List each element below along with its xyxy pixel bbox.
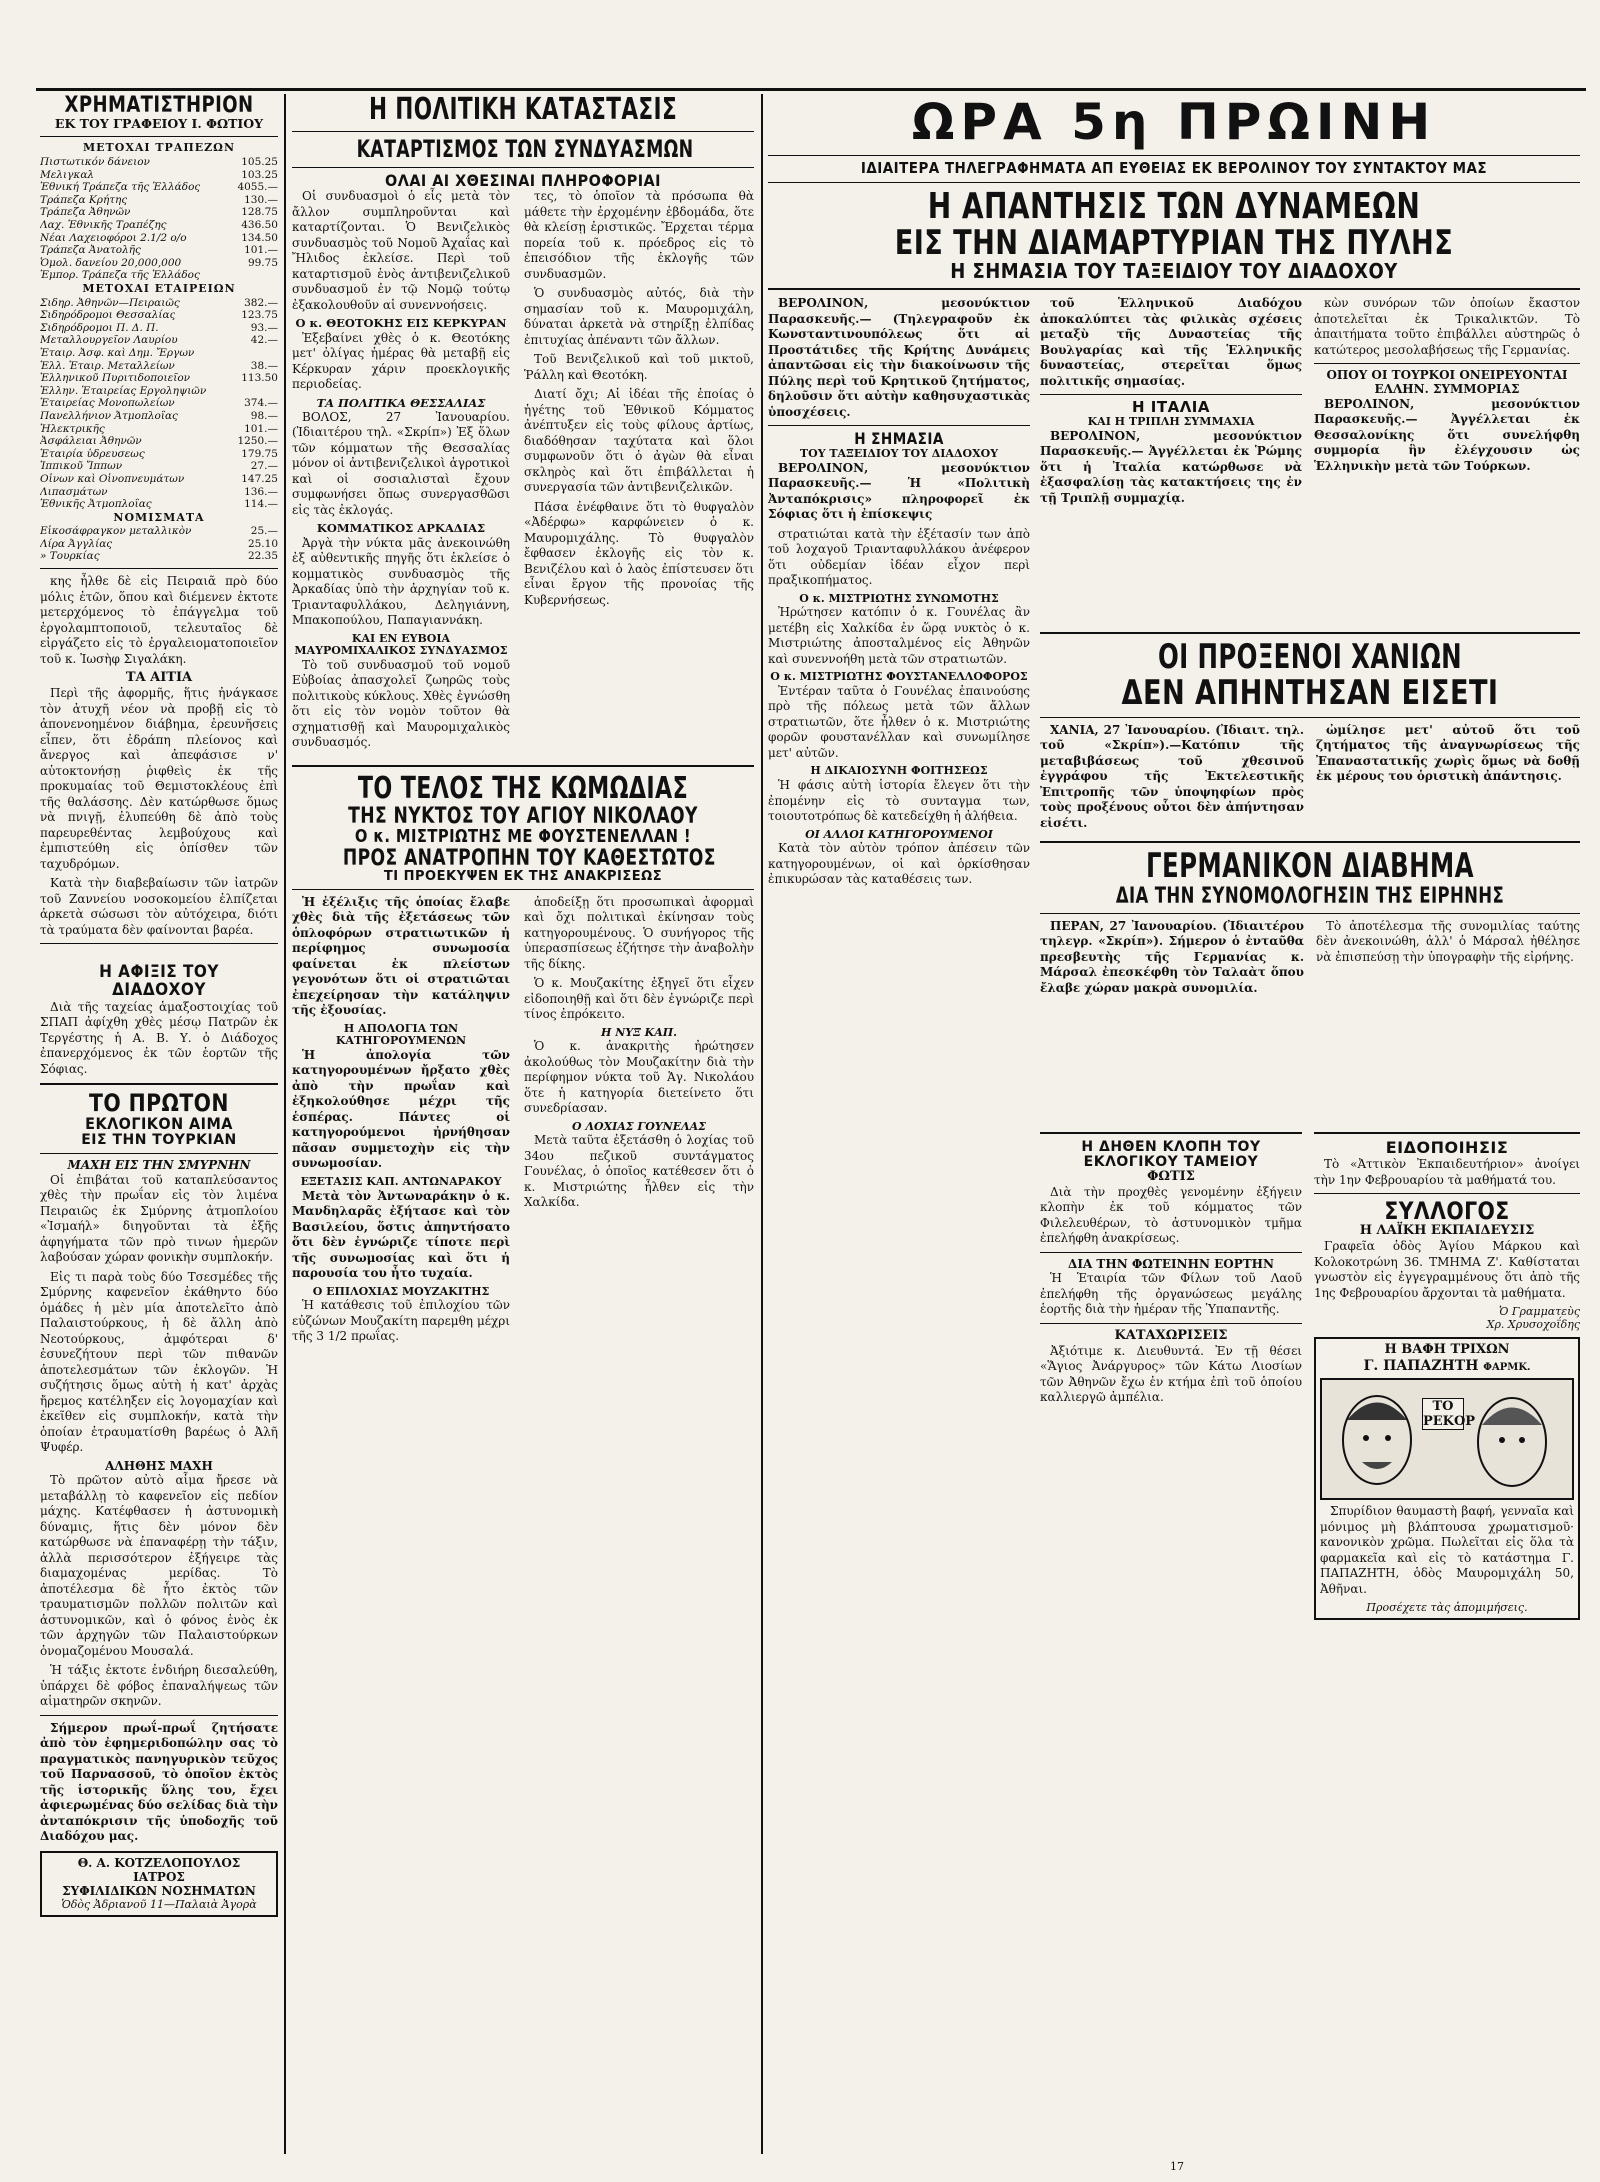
article-text: τοῦ Ἑλληνικοῦ Διαδόχου ἀποκαλύπτει τὰς φιλικὰς σχέσεις μεταξὺ τῆς Δυναστείας τῆς Βουλγαρίας καὶ τῆς Ἑλληνικῆς δυναστείας, στερεῖται ὅμως πολιτικῆς σημασίας. xyxy=(1040,296,1302,388)
article-text: κὼν συνόρων τῶν ὁποίων ἔκαστον ἀποτελεῖται ἐκ Τρικαλικτῶν. Τὸ ἀπαιτήματα τοῦτο ἐπιβάλλει αὐστηρῶς ὁ κατώτερος μεσολαβήσεως τῆς Γερμανίας. xyxy=(1314,296,1580,357)
rates-section-currency: ΝΟΜΙΣΜΑΤΑ xyxy=(113,510,205,524)
rate-name: Σιδηρόδρομοι Θεσσαλίας xyxy=(40,309,176,322)
rate-name: Σιδηρ. Ἀθηνῶν—Πειραιῶς xyxy=(40,296,180,309)
headline-simasia: Η ΣΗΜΑΣΙΑ ΤΟΥ ΤΑΞΕΙΔΙΟΥ ΤΟΥ ΔΙΑΔΟΧΟΥ xyxy=(950,259,1398,284)
rate-row xyxy=(40,156,278,169)
subheading: Ο κ. ΜΙΣΤΡΙΩΤΗΣ ΣΥΝΩΜΟΤΗΣ xyxy=(799,591,999,605)
article-text: ΠΕΡΑΝ, 27 Ἰανουαρίου. (Ἰδιαιτέρου τηλεγρ. «Σκρίπ»). Σήμερον ὁ ἐνταῦθα πρεσβευτὴς τῆς Γερμανίας κ. Μάρσαλ ἐπεσκέφθη τὸν Ταλαὰτ ὅπου ἔλαβε χώραν μακρὰ συνομιλία. xyxy=(1040,918,1304,995)
column-rule xyxy=(284,94,286,2154)
rates-section-banks: ΜΕΤΟΧΑΙ ΤΡΑΠΕΖΩΝ xyxy=(82,141,235,155)
article-text: Ἠρώτησεν κατόπιν ὁ κ. Γουνέλας ἂν μετέβη εἰς Χαλκίδα ἐν ὥρᾳ νυκτὸς ὁ κ. Μιστριώτης ἀποσταλμένος εἰς Ἀθηνῶν καὶ συνεννοήθη μετὰ τῶν στρατιωτῶν. xyxy=(768,605,1030,666)
rate-value: 136.— xyxy=(244,485,278,498)
rate-name: Ὁμολ. δανείου 20,000,000 xyxy=(40,256,182,269)
rate-row xyxy=(40,347,278,360)
article-text: ἀποδείξῃ ὅτι προσωπικαὶ ἀφορμαὶ καὶ ὄχι πολιτικαὶ ἐκίνησαν τοὺς κατηγορουμένους. Ὁ συνήγορος τῆς ὑπερασπίσεως ἐζήτησε τὴν ἀναβολὴν τῆς δίκης. xyxy=(524,894,754,971)
headline-eirini: ΔΙΑ ΤΗΝ ΣΥΝΟΜΟΛΟΓΗΣΙΝ ΤΗΣ ΕΙΡΗΝΗΣ xyxy=(1115,883,1505,909)
top-rule xyxy=(36,88,1586,91)
rate-name: Πιστωτικόν δάνειον xyxy=(40,156,150,169)
rate-row xyxy=(40,206,278,219)
subheading: Ο κ. ΜΙΣΤΡΙΩΤΗΣ ΦΟΥΣΤΑΝΕΛΛΟΦΟΡΟΣ xyxy=(770,670,1028,684)
subheading: Ο ΕΠΙΛΟΧΙΑΣ ΜΟΥΖΑΚΙΤΗΣ xyxy=(312,1284,490,1298)
headline-den-apintisan: ΔΕΝ ΑΠΗΝΤΗΣΑΝ ΕΙΣΕΤΙ xyxy=(1121,672,1499,713)
rate-row xyxy=(40,550,278,563)
article-text: Ἡ ἀπολογία τῶν κατηγορουμένων ἤρξατο χθὲς ἀπὸ τὴν πρωΐαν καὶ ἐξηκολούθησε μέχρι τῆς ἑσπέρας. Πάντες οἱ κατηγορούμενοι ἠρνήθησαν πᾶσαν συμμετοχὴν εἰς τὴν συνωμοσίαν. xyxy=(292,1047,510,1171)
rate-name: Τράπεζα Κρήτης xyxy=(40,193,128,206)
article-text: Ἐντέραν ταῦτα ὁ Γουνέλας ἐπαινούσης πρὸ τῆς πόλεως μετὰ τῶν ἄλλων στρατιωτῶν, ὅτε ἦλθεν ὁ κ. Μιστριώτης φορῶν φουστανέλλαν καὶ συνωμίλησε μετ' αὐτῶν. xyxy=(768,683,1030,760)
rate-value: 103.25 xyxy=(241,168,278,181)
rate-name: Ἑλληνικοῦ Πυριτιδοποιεῖον xyxy=(40,372,191,385)
subheading-maxi: ΜΑΧΗ ΕΙΣ ΤΗΝ ΣΜΥΡΝΗΝ xyxy=(67,1157,251,1172)
article-text: ΒΕΡΟΛΙΝΟΝ, μεσονύκτιον Παρασκευῆς.— Ἡ «Πολιτικὴ Ἀνταπόκρισις» πληροφορεῖ ἐκ Σόφιας ὅτι ἡ ἐπίσκεψις xyxy=(768,460,1030,522)
headline-proton: ΤΟ ΠΡΩΤΟΝ xyxy=(89,1089,229,1118)
ad-text: Σπυρίδιον θαυμαστὴ βαφή, γενναῖα καὶ μόνιμος μὴ βλάπτουσα χρωματισμοῦ· κανονικὸν χρῶμα. Πωλεῖται εἰς ὅλα τὰ φαρμακεῖα καὶ εἰς τὸ κατάστημα Γ. ΠΑΠΑΖΗΤΗ, ὁδὸς Μαυρομιχάλη 50, Ἀθῆναι. xyxy=(1320,1504,1574,1596)
rate-row xyxy=(40,473,278,486)
right-body xyxy=(768,296,1580,2154)
article-text: Τοῦ Βενιζελικοῦ καὶ τοῦ μικτοῦ, Ῥάλλη καὶ Θεοτόκη. xyxy=(524,352,754,382)
rate-name: Τράπεζα Ἀθηνῶν xyxy=(40,206,131,219)
rate-name: Λαχ. Ἐθνικῆς Τραπέζης xyxy=(40,219,167,232)
headline-ora: ΩΡΑ 5η ΠΡΩΙΝΗ xyxy=(911,94,1437,151)
rate-value: 130.— xyxy=(244,193,278,206)
rates-table xyxy=(40,142,278,563)
subheading-fotis: ΦΩΤΙΣ xyxy=(1147,1168,1195,1184)
article-text: ὠμίλησε μετ' αὐτοῦ ὅτι τοῦ ζητήματος τῆς ἀναγνωρίσεως τῆς Ἐπαναστατικῆς χωρὶς ὅμως νὰ δοθῇ ἐκ μέρους του ὁριστικὴ ἀπάντησις. xyxy=(1316,722,1580,784)
right-subcolumn-b xyxy=(1040,296,1302,510)
ad-rekor-label: ΤΟ ΡΕΚΟΡ xyxy=(1423,1399,1476,1430)
article-text: Τὸ πρῶτον αὐτὸ αἷμα ἤρεσε νὰ μεταβάλλῃ τὸ καφενεῖον εἰς πεδίον μάχης. Κατέφθασεν ἡ ἀστυνομικὴ δύναμις, ἥτις δὲν μόνον δὲν κατώρθωσε νὰ ἐπαναφέρῃ τὴν τάξιν, ἀλλὰ περισσότερον ἐξήγειρε τὰς διαμαχομένας μερίδας. Τὸ ἀποτέλεσμα δὲ ἦτο ἐκτὸς τῶν τραυματισμῶν πολλῶν πολιτῶν καὶ ἀστυνομικῶν, καὶ ὁ φόνος ἑνὸς ἐκ τῶν ἀρχηγῶν τῶν Παλαιστούρκων ὀνομαζομένου Μουσαλά. xyxy=(40,1473,278,1658)
subheading: ΚΑΙ ΕΝ ΕΥΒΟΙΑ ΜΑΥΡΟΜΙΧΑΛΙΚΟΣ ΣΥΝΔΥΑΣΜΟΣ xyxy=(294,631,508,658)
rate-row xyxy=(40,385,278,398)
rate-row xyxy=(40,423,278,436)
article-text: Πάσα ἐνέφθαινε ὅτι τὸ θυφγαλὸν «Ἀδέρφω» καρφώνειεν ὁ κ. Μαυρομιχάλης. Τὸ θυφγαλὸν ἔφθασεν ἐκλογῆς εἰς τὸν κ. Βενιζέλου καὶ ὁ λαὸς ἐπίστευσεν ὅτι εἶναι ἔργον τῆς προνοίας τῆς Κυβερνήσεως. xyxy=(524,499,754,607)
article-text: ΒΕΡΟΛΙΝΟΝ, μεσονύκτιον Παρασκευῆς.— Ἀγγέλλεται ἐκ Ῥώμης ὅτι ἡ Ἰταλία κατώρθωσε νὰ ἐξασφαλίσῃ τὰς κατακτήσεις της ἐν τῇ Τριπλῇ συμμαχίᾳ. xyxy=(1040,428,1302,505)
ad-brand-name: Γ. ΠΑΠΑΖΗΤΗ xyxy=(1363,1358,1479,1375)
article-text: Κατὰ τὴν διαβεβαίωσιν τῶν ἰατρῶν τοῦ Ζαννείου νοσοκομείου ἐλπίζεται ἀρκετὰ σώσωσι τὸν αὐτόχειρα, διότι τὰ τραύματα δὲν φαίνονται βαρέα. xyxy=(40,876,278,937)
rate-value: 123.75 xyxy=(241,309,278,322)
rate-value: 25.10 xyxy=(247,537,278,550)
rate-value: 25.— xyxy=(250,525,278,538)
ad-specialty: ΣΥΦΙΛΙΔΙΚΩΝ ΝΟΣΗΜΑΤΩΝ xyxy=(62,1883,256,1898)
right-subcolumn-c-lower xyxy=(1314,1126,1580,1620)
subheading: Η ΑΠΟΛΟΓΙΑ ΤΩΝ ΚΑΤΗΓΟΡΟΥΜΕΝΩΝ xyxy=(335,1021,467,1048)
headline-italia: Η ΙΤΑΛΙΑ xyxy=(1132,398,1210,417)
headline-tourkoi: ΟΠΟΥ ΟΙ ΤΟΥΡΚΟΙ ΟΝΕΙΡΕΥΟΝΤΑΙ ΕΛΛΗΝ. ΣΥΜΜΟΡΙΑΣ xyxy=(1326,368,1568,397)
subheading: Η ΝΥΞ ΚΑΠ. xyxy=(600,1025,678,1039)
rate-value: 42.— xyxy=(250,334,278,347)
article-text: Ἀργὰ τὴν νύκτα μᾶς ἀνεκοινώθη ἐξ αὐθεντικῆς πηγῆς ὅτι ἐκλείσε ὁ κομματικὸς συνδυασμὸς τῆς Ἀρκαδίας ὑπὸ τὴν ἀρχηγίαν τοῦ κ. Τριανταφυλλάκου, Δεληγιάννη, Μπακοπούλου, Παπαγιαννάκη. xyxy=(292,535,510,628)
article-text: ΧΑΝΙΑ, 27 Ἰανουαρίου. (Ἰδιαιτ. τηλ. τοῦ «Σκρίπ»).—Κατόπιν τῆς μεταβιβάσεως τοῦ χθεσινοῦ ἐγγράφου τῆς Ἐκτελεστικῆς Ἐπιτροπῆς τῶν ὑποψηφίων πρὸς τοὺς προξένους οὗτοι δὲν ἀπήντησαν εἰσέτι. xyxy=(1040,722,1304,830)
rate-name: Λιπασμάτων xyxy=(40,485,108,498)
rate-row xyxy=(40,360,278,373)
subheadline-plirofories: ΟΛΑΙ ΑΙ ΧΘΕΣΙΝΑΙ ΠΛΗΡΟΦΟΡΙΑΙ xyxy=(385,170,661,190)
subheading: ΤΟΥ ΤΑΞΕΙΔΙΟΥ ΤΟΥ ΔΙΑΔΟΧΟΥ xyxy=(799,447,999,461)
subheading: ΕΞΕΤΑΣΙΣ ΚΑΠ. ΑΝΤΩΝΑΡΑΚΟΥ xyxy=(300,1174,502,1188)
headline-proxenoi: ΟΙ ΠΡΟΞΕΝΟΙ ΧΑΝΙΩΝ xyxy=(1158,637,1462,678)
rate-value: 98.— xyxy=(250,409,278,422)
rates-title: ΧΡΗΜΑΤΙΣΤΗΡΙΟΝ xyxy=(64,94,254,118)
ad-title: ΙΑΤΡΟΣ xyxy=(133,1869,185,1884)
article-text: Ἀξιότιμε κ. Διευθυντά. Ἐν τῇ θέσει «Ἅγιος Ἀνάργυρος» τῶν Κάτω Λιοσίων τῶν Ἀθηνῶν ἔχω ἐν κτήμα ἐπὶ τοῦ ὁποίου καλλιεργῶ ἀμπέλια. xyxy=(1040,1343,1302,1405)
rate-name: » Τουρκίας xyxy=(40,550,100,563)
rate-value: 27.— xyxy=(250,460,278,473)
rate-value: 128.75 xyxy=(241,206,278,219)
page-number: 17 xyxy=(1170,2160,1184,2173)
headline-katartismos: ΚΑΤΑΡΤΙΣΜΟΣ ΤΩΝ ΣΥΝΔΥΑΣΜΩΝ xyxy=(356,134,694,163)
rate-name: Ἠλεκτρικῆς xyxy=(40,422,105,435)
rate-value: 147.25 xyxy=(241,472,278,485)
article-text: Ἡ τάξις ἐκτοτε ἐνδιήρη διεσαλεύθη, ὑπάρχει δὲ φόβος ἐπαναλήψεως τῶν αἱματηρῶν σκηνῶν. xyxy=(40,1663,278,1709)
headline-telos: ΤΟ ΤΕΛΟΣ ΤΗΣ ΚΩΜΩΔΙΑΣ xyxy=(357,771,689,807)
subheading: Η ΔΙΚΑΙΟΣΥΝΗ ΦΟΙΤΗΣΕΩΣ xyxy=(810,764,988,778)
subheading: Ο ΛΟΧΙΑΣ ΓΟΥΝΕΛΑΣ xyxy=(572,1119,706,1133)
rate-row xyxy=(40,181,278,194)
subheadline-anakrisi: ΤΙ ΠΡΟΕΚΥΨΕΝ ΕΚ ΤΗΣ ΑΝΑΚΡΙΣΕΩΣ xyxy=(383,869,663,885)
middle-subcolumn-a xyxy=(292,895,510,1349)
headline-tilegrafimata: ΙΔΙΑΙΤΕΡΑ ΤΗΛΕΓΡΑΦΗΜΑΤΑ ΑΠ ΕΥΘΕΙΑΣ ΕΚ ΒΕΡΟΛΙΝΟΥ ΤΟΥ ΣΥΝΤΑΚΤΟΥ ΜΑΣ xyxy=(860,159,1488,177)
headline-kopi: Η ΔΗΘΕΝ ΚΛΟΠΗ ΤΟΥ ΕΚΛΟΓΙΚΟΥ ΤΑΜΕΙΟΥ xyxy=(1081,1139,1261,1170)
doctor-advert xyxy=(40,1851,278,1917)
article-text: κης ἦλθε δὲ εἰς Πειραιᾶ πρὸ δύο μόλις ἐτῶν, ὅπου καὶ διέμενεν ἐκτοτε μετερχόμενος τὸ ἐπάγγελμα τοῦ ἐργολαμπτοποιοῦ, τελευταῖος δὲ εἰργάζετο εἰς τὸ ἐργαλειοματοποιεῖον τοῦ κ. Ἰωσὴφ Σιγαλάκη. xyxy=(40,574,278,666)
ad-address: Ὁδὸς Ἀδριανοῦ 11—Παλαιὰ Ἀγορὰ xyxy=(61,1898,257,1912)
article-text: Ὁ κ. ἀνακριτὴς ἠρώτησεν ἀκολούθως τὸν Μουζακίτην διὰ τὴν περίφημον νύκτα τοῦ Ἁγ. Νικολάου ὅτε ἡ κατηγορία διετείνετο ὅτι συνεδρίασαν. xyxy=(524,1039,754,1116)
column-right xyxy=(768,94,1580,2154)
rate-value: 99.75 xyxy=(247,256,278,269)
rate-row xyxy=(40,269,278,282)
rate-row xyxy=(40,538,278,551)
article-text: Κατὰ τὸν αὐτὸν τρόπον ἀπέσειν τῶν κατηγορουμένων, οἱ καὶ ὁρκίσθησαν ἐπικυρώσαν τὰς καταθέσεις των. xyxy=(768,841,1030,887)
rate-value: 105.25 xyxy=(241,156,278,169)
rate-row xyxy=(40,372,278,385)
rate-value: 1250.— xyxy=(237,435,278,448)
headline-mistriotis: Ο κ. ΜΙΣΤΡΙΩΤΗΣ ΜΕ ΦΟΥΣΤΕΝΕΛΛΑΝ ! xyxy=(354,826,692,848)
rate-name: Νέαι Λαχειοφόροι 2.1/2 ο/ο xyxy=(40,231,187,244)
rate-row xyxy=(40,498,278,511)
rates-section-companies: ΜΕΤΟΧΑΙ ΕΤΑΙΡΕΙΩΝ xyxy=(82,282,236,295)
subheading-laiki: Η ΛΑΪΚΗ ΕΚΠΑΙΔΕΥΣΙΣ xyxy=(1359,1223,1535,1239)
rate-value: 101.— xyxy=(244,422,278,435)
rate-name: Ἐμπορ. Τράπεζα τῆς Ἑλλάδος xyxy=(40,269,200,282)
rate-row xyxy=(40,297,278,310)
rate-row xyxy=(40,460,278,473)
column-left xyxy=(40,94,278,2154)
rate-name: Ἑταιρ. Ἀσφ. καὶ Δημ. Ἔργων xyxy=(40,346,195,359)
rate-row xyxy=(40,194,278,207)
rate-row xyxy=(40,525,278,538)
headline-eorti: ΔΙΑ ΤΗΝ ΦΩΤΕΙΝΗΝ ΕΟΡΤΗΝ xyxy=(1068,1256,1274,1271)
middle-subcolumn-a xyxy=(292,189,510,754)
rate-name: Ἑταιρία ὑδρευσεως xyxy=(40,447,145,460)
subheading: ΚΑΙ Η ΤΡΙΠΛΗ ΣΥΜΜΑΧΙΑ xyxy=(1087,414,1255,428)
headline-tourkia: ΕΙΣ ΤΗΝ ΤΟΥΡΚΙΑΝ xyxy=(81,1132,237,1149)
rate-row xyxy=(40,334,278,347)
rate-name: Πανελλήνιον Ἀτμοπλοΐας xyxy=(40,409,178,422)
middle-subcolumn-b xyxy=(524,895,754,1215)
rate-name: Ἱππικοῦ Ἴππων xyxy=(40,460,123,473)
headline-syllogos: ΣΥΛΛΟΓΟΣ xyxy=(1384,1197,1510,1226)
rate-value: 382.— xyxy=(244,296,278,309)
rate-row xyxy=(40,169,278,182)
rate-name: Εἰκοσάφραγκον μεταλλικὸν xyxy=(40,525,192,538)
article-text: Ὁ συνδυασμὸς αὐτός, διὰ τὴν σημασίαν τοῦ κ. Μαυρομιχάλη, δύναται ἀρκετὰ νὰ στηρίξῃ ἐλπίδας ἐπιτυχίας ἀπέναντι τῶν ἄλλων. xyxy=(524,286,754,347)
headline-kataxoriseis: ΚΑΤΑΧΩΡΙΣΕΙΣ xyxy=(1114,1327,1228,1343)
headline-germaniko: ΓΕΡΜΑΝΙΚΟΝ ΔΙΑΒΗΜΑ xyxy=(1146,846,1474,887)
article-text: Τὸ τοῦ συνδυασμοῦ τοῦ νομοῦ Εὐβοίας ἀπασχολεῖ ζωηρῶς τοὺς πολιτικοὺς κύκλους. Χθὲς ἐγνώσθη ὅτι εἰς τὸν νομὸν τοῦτον θὰ σχηματισθῇ καὶ Μαυρομιχαλικὸς συνδυασμός. xyxy=(292,657,510,750)
article-text: ΒΕΡΟΛΙΝΟΝ, μεσονύκτιον Παρασκευῆς.— Ἀγγέλλεται ἐκ Θεσσαλονίκης ὅτι συνελήφθη συμμορία ἣν ἐλέγχουσιν ὡς Ἑλληνικὴν μετὰ τῶν Τούρκων. xyxy=(1314,396,1580,473)
rate-row xyxy=(40,448,278,461)
article-text: Διὰ τῆς ταχείας ἁμαξοστοιχίας τοῦ ΣΠΑΠ ἀφίχθη χθὲς μέσῳ Πατρῶν ἐκ Τεργέστης ἡ Α. Β. Υ. ὁ Διάδοχος ἐπανερχόμενος ἐκ τῶν ἑορτῶν τῆς Σόφιας. xyxy=(40,999,278,1076)
subheading-alithis: ΑΛΗΘΗΣ ΜΑΧΗ xyxy=(105,1458,213,1473)
article-text: Τὸ «Ἀττικὸν Ἐκπαιδευτήριον» ἀνοίγει τὴν 1ην Φεβρουαρίου τὰ μαθήματά του. xyxy=(1314,1157,1580,1187)
rate-row xyxy=(40,486,278,499)
right-subcolumn-c xyxy=(1314,296,1580,478)
rates-subtitle: ΕΚ ΤΟΥ ΓΡΑΦΕΙΟΥ Ι. ΦΩΤΙΟΥ xyxy=(54,116,264,132)
rate-name: Ἐθνική Τράπεζα τῆς Ἑλλάδος xyxy=(40,181,201,194)
rate-name: Ἀσφάλειαι Ἀθηνῶν xyxy=(40,435,142,448)
article-text: στρατιώται κατὰ τὴν ἐξέτασίν των ἀπὸ τοῦ λοχαγοῦ Τριανταφυλλάκου ἀνέφερον ὅτι οὐδεμίαν ἰδέαν εἶχον περὶ πραξικοπήματος. xyxy=(768,526,1030,588)
article-text: Ἐξεβαίνει χθὲς ὁ κ. Θεοτόκης μετ' ὀλίγας ἡμέρας θὰ μεταβῇ εἰς Κέρκυραν χάριν προεκλογικῆς περιοδείας. xyxy=(292,330,510,392)
article-text: Μετὰ τὸν Ἀντωναράκην ὁ κ. Μανδηλαρᾶς ἐξήτασε καὶ τὸν Βασιλείου, ὅστις ἀπηντήσατο ὅτι δὲν ἐγνώριζε τίποτε περὶ τῆς συνωμοσίας καὶ ὅτι ἡ παρουσία του ἦτο τυχαία. xyxy=(292,1188,510,1281)
article-text: Περὶ τῆς ἀφορμῆς, ἥτις ἠνάγκασε τὸν ἀτυχῆ νέον νὰ προβῇ εἰς τὸ ἀπονενοημένον διάβημα, ἐρευνῆσεις εἶπεν, ὅτι ἐδράπη πλείονος καὶ ἄνεργος καὶ ἀπεφάσισε ν' αὐτοκτονήσῃ ῥιφθεὶς ἐκ τῆς προκυμαίας τοῦ Θεμιστοκλέους ἐπὶ τῆς θαλάσσης. Δὲν κατώρθωσε ὅμως νὰ πνιγῇ, ἐλυπεύθη δὲ ἀπὸ τοὺς παρευρεθέντας λεμβούχους καὶ ἐμπιστεύθη εἰς ὁπίσθεν τῶν ταχυδρόμων. xyxy=(40,686,278,871)
subheading: ΤΑ ΠΟΛΙΤΙΚΑ ΘΕΣΣΑΛΙΑΣ xyxy=(316,395,486,410)
upper-columns xyxy=(292,189,754,759)
headline-apantisis: Η ΑΠΑΝΤΗΣΙΣ ΤΩΝ ΔΥΝΑΜΕΩΝ xyxy=(927,185,1421,227)
headline-afixis: Η ΑΦΙΞΙΣ ΤΟΥ ΔΙΑΔΟΧΟΥ xyxy=(99,962,219,1000)
headline-aima: ΕΚΛΟΓΙΚΟΝ ΑΙΜΑ xyxy=(85,1114,233,1134)
middle-subcolumn-b xyxy=(524,189,754,612)
subheading: ΚΟΜΜΑΤΙΚΟΣ ΑΡΚΑΔΙΑΣ xyxy=(316,521,486,536)
lower-columns xyxy=(292,895,754,2025)
subheading: Ο κ. ΘΕΟΤΟΚΗΣ ΕΙΣ ΚΕΡΚΥΡΑΝ xyxy=(295,316,507,331)
rate-name: Σιδηρόδρομοι Π. Δ. Π. xyxy=(40,321,159,334)
article-text: Ἡ κατάθεσις τοῦ ἐπιλοχίου τῶν εὐζώνων Μουζακίτη παρεμθη μέχρι τῆς 3 1/2 πρωΐας. xyxy=(292,1298,510,1344)
rate-value: 114.— xyxy=(244,498,278,511)
ad-warning: Προσέχετε τὰς ἀπομιμήσεις. xyxy=(1366,1601,1528,1615)
rate-value: 22.35 xyxy=(247,550,278,563)
rate-name: Οἶνων καὶ Οἰνοπνευμάτων xyxy=(40,472,185,485)
right-subcolumn-b-lower xyxy=(1040,1126,1302,1410)
headline-politiki: Η ΠΟΛΙΤΙΚΗ ΚΑΤΑΣΤΑΣΙΣ xyxy=(368,94,678,127)
rate-name: Λίρα Ἀγγλίας xyxy=(40,537,113,550)
rate-row xyxy=(40,244,278,257)
article-text: τες, τὸ ὁποῖον τὰ πρόσωπα θὰ μάθετε τὴν ἐρχομένην ἑβδομάδα, ὅτε θὰ κλείσῃ ἐριστικῶς. Ἔρχεται τέρμα πορεία τοῦ κ. πρόεδρος εἰς τὸ ἐπεισόδιον τῆς ἐκλογῆς τῶν συνδυασμῶν. xyxy=(524,189,754,281)
article-text: Γραφεῖα ὁδὸς Ἁγίου Μάρκου καὶ Κολοκοτρώνη 36. ΤΜΗΜΑ Ζ'. Καθίσταται γνωστὸν εἰς ἐγγεγραμμένους ὅτι ἀπὸ τῆς 1ης Φεβρουαρίου ἄρχονται τὰ μαθήματα. xyxy=(1314,1239,1580,1300)
article-text: Μετὰ ταῦτα ἐξετάσθη ὁ λοχίας τοῦ 34ου πεζικοῦ συντάγματος Γουνέλας, ὁ ὁποῖος κατέθεσεν ὅτι ὁ κ. Μιστριώτης ἦλθεν εἰς τὴν Χαλκίδα. xyxy=(524,1133,754,1210)
promo-text: Σήμερον πρωΐ-πρωΐ ζητήσατε ἀπὸ τὸν ἐφημεριδοπώλην σας τὸ πραγματικὸς πανηγυρικὸν τεῦχος τοῦ Παρνασσοῦ, τὸ ὁποῖον ἐκτὸς τῆς ἱστορικῆς ὕλης του, ἔχει ἀφιερωμένας δύο σελίδας διὰ τὴν ἀνταπόκρισιν τῆς ὑποδοχῆς τοῦ Διαδόχου μας. xyxy=(40,1720,278,1844)
article-text: Ἡ ἐξέλιξις τῆς ὁποίας ἔλαβε χθὲς διὰ τῆς ἐξετάσεως τῶν ὁπλοφόρων στρατιωτικῶν ἡ περίφημος συνωμοσία φαίνεται ἐκ πλείστων γεγονότων ὅτι οἱ στρατιῶται ἐπεχείρησαν τὴν κατάληψιν τῆς ἐξουσίας. xyxy=(292,894,510,1018)
rate-name: Μελιγκαλ xyxy=(40,168,95,181)
headline-diamartyria: ΕΙΣ ΤΗΝ ΔΙΑΜΑΡΤΥΡΙΑΝ ΤΗΣ ΠΥΛΗΣ xyxy=(894,222,1454,263)
ad-brand-firm: ΦΑΡΜΚ. xyxy=(1483,1362,1531,1374)
ad-name: Θ. Α. ΚΟΤΖΕΛΟΠΟΥΛΟΣ xyxy=(77,1855,241,1870)
rate-row xyxy=(40,435,278,448)
article-text: ΒΟΛΟΣ, 27 Ἰανουαρίου. (Ἰδιαιτέρου τηλ. «Σκρίπ») Ἐξ ὅλων τῶν κόμματων τῆς Θεσσαλίας μόνον οἱ ἀντιβενιζελικοὶ ἀγροτικοὶ καὶ οἱ σοσιαλισταὶ ἔχουν συμφωνήσει ὅπως συνεργασθῶσι εἰς τὰς ἐκλογάς. xyxy=(292,409,510,517)
rate-value: 101.— xyxy=(244,244,278,257)
signature-title: Ὁ Γραμματεὺς xyxy=(1498,1305,1580,1319)
rate-name: Ἑταιρείας Μονοπωλείων xyxy=(40,397,175,410)
rate-value: 38.— xyxy=(250,359,278,372)
rate-value: 4055.— xyxy=(237,181,278,194)
rate-name: Ἐθνικῆς Ἀτμοπλοΐας xyxy=(40,498,152,511)
article-text: Εἰς τι παρὰ τοὺς δύο Τσεσμέδες τῆς Σμύρνης καφενεῖον ἐκάθηντο δύο ὁμάδες ἡ μὲν μία ἀποτελεῖτο ἀπὸ Παλαιστούρκους, ἡ δὲ ἄλλη ἀπὸ Νεοτούρκους, ἀμφότεραι δ' ἐσυνεζήτουν περὶ τῶν πιθανῶν ἀποτελεσμάτων τῶν ἐκλογῶν. Ἡ συζήτησις ὅμως αὐτὴ ἡ κατ' ἀρχὰς ἤρεμος κατέληξεν εἰς λογομαχίαν καὶ ἐκεῖθεν εἰς συμπλοκήν, κατὰ τὴν ὁποίαν ἐτραυματίσθη βαρέως ὁ Ἀλῆ Ψυφέρ. xyxy=(40,1269,278,1455)
rate-row xyxy=(40,309,278,322)
rate-name: Ἑλλ. Ἑταιρ. Μεταλλείων xyxy=(40,359,175,372)
rate-row xyxy=(40,397,278,410)
rate-row xyxy=(40,257,278,270)
rate-name: Μεταλλουργεῖον Λαυρίου xyxy=(40,334,178,347)
article-text: Τὸ ἀποτέλεσμα τῆς συνομιλίας ταύτης δὲν ἀνεκοινώθη, ἀλλ' ὁ Μάρσαλ ἠθέλησε νὰ ἐπισπεύσῃ τὴν ὑπογραφὴν τῆς εἰρήνης. xyxy=(1316,918,1580,964)
rate-row xyxy=(40,219,278,232)
right-subcolumn-a xyxy=(768,296,1030,892)
column-middle xyxy=(292,94,754,2154)
article-text: Ἡ φάσις αὐτὴ ἱστορία ἔλεγεν ὅτι τὴν ἐπομένην εἰς τὸ συνταγμα των, τοιουτοτρόπως δὲ κατεδείχθη ἡ ἀλήθεια. xyxy=(768,778,1030,824)
article-text: Διατί ὄχι; Αἱ ἰδέαι τῆς ἐποίας ὁ ἡγέτης τοῦ Ἐθνικοῦ Κόμματος ἀνέπτυξεν εἰς τοὺς φίλους ἀρτίως, διαδόθησαν ταχύτατα καὶ ὅλοι συμφωνοῦν ὅτι ὁ ἀγὼν θὰ εἶναι σκληρὸς καὶ ὅτι ἐπιβάλλεται ἡ συνεργασία τῶν ἀντιβενιζελικῶν. xyxy=(524,387,754,495)
rate-value: 93.— xyxy=(250,321,278,334)
subheading: ΟΙ ΑΛΛΟΙ ΚΑΤΗΓΟΡΟΥΜΕΝΟΙ xyxy=(805,827,993,841)
hair-dye-advert xyxy=(1314,1337,1580,1620)
article-text: Διὰ τὴν προχθὲς γενομένην ἐξήγειν κλοπὴν ἐκ τοῦ κόμματος τῶν Φιλελευθέρων, τὸ ἀστυνομικὸν τμῆμα ἐπελήφθη ἀνακρίσεως. xyxy=(1040,1184,1302,1246)
rate-name: Ἑλλην. Ἑταιρείας Εργοληψιῶν xyxy=(40,384,207,397)
rate-name: Τράπεζα Ἀνατολῆς xyxy=(40,244,141,257)
ad-heading: Η ΒΑΦΗ ΤΡΙΧΩΝ xyxy=(1384,1342,1510,1358)
rate-value: 436.50 xyxy=(241,219,278,232)
headline-anatropi: ΠΡΟΣ ΑΝΑΤΡΟΠΗΝ ΤΟΥ ΚΑΘΕΣΤΩΤΟΣ xyxy=(342,845,716,871)
ad-brand xyxy=(1320,1358,1574,1374)
article-text: Οἱ ἐπιβάται τοῦ καταπλεύσαντος χθὲς τὴν πρωΐαν εἰς τὸν λιμένα Πειραιῶς ἐκ Σμύρνης ἀτμοπλοίου «Ἰσμαήλ» διηγοῦνται τὰ ἑξῆς ἀφηγήματα τῶν πρὸ τινων ἡμερῶν λαβούσαν χώραν φονικὴν συμπλοκήν. xyxy=(40,1172,278,1265)
column-rule xyxy=(761,94,763,2154)
article-text: ΒΕΡΟΛΙΝΟΝ, μεσονύκτιον Παρασκευῆς.— (Τηλεγραφοῦν ἐκ Κωνσταντινουπόλεως ὅτι αἱ Προστάτιδες τῆς Κρήτης Δυνάμεις ἀπαντῶσαι εἰς τὴν διακοίνωσιν τῆς Πύλης περὶ τοῦ Κρητικοῦ ζητήματος, δηλοῦσιν ὅτι αὐτὴν καθησυχαστικὰς ὑποσχέσεις. xyxy=(768,296,1030,419)
rate-value: 374.— xyxy=(244,397,278,410)
headline-eidopoiisis: ΕΙΔΟΠΟΙΗΣΙΣ xyxy=(1385,1138,1509,1158)
section-heading: ΤΑ ΑΙΤΙΑ xyxy=(125,670,193,686)
rate-value: 179.75 xyxy=(241,447,278,460)
article-text: Ἡ Ἑταιρία τῶν Φίλων τοῦ Λαοῦ ἐπελήφθη τῆς ὀργανώσεως μεγάλης ἑορτῆς διὰ τὴν ἡμέραν τῆς Ὑπαπαντῆς. xyxy=(1040,1271,1302,1317)
signature-name: Χρ. Χρυσοχοΐδης xyxy=(1486,1318,1580,1332)
article-text: Ὁ κ. Μουζακίτης ἐξηγεῖ ὅτι εἶχεν εἰδοποιηθῇ καὶ ὅτι δὲν ἐγνώριζε περὶ τίνος ἐπρόκειτο. xyxy=(524,976,754,1022)
xania-block xyxy=(1040,626,1580,1000)
headline-simasia-small: Η ΣΗΜΑΣΙΑ xyxy=(854,429,944,449)
rate-value: 134.50 xyxy=(241,231,278,244)
ad-illustration xyxy=(1320,1378,1574,1500)
rate-value: 113.50 xyxy=(241,372,278,385)
rate-row xyxy=(40,232,278,245)
headline-nyktos: ΤΗΣ ΝΥΚΤΟΣ ΤΟΥ ΑΓΙΟΥ ΝΙΚΟΛΑΟΥ xyxy=(348,803,698,829)
rate-row xyxy=(40,410,278,423)
article-text: Οἱ συνδυασμοὶ ὁ εἷς μετὰ τὸν ἄλλον συμπληροῦνται καὶ καταρτίζονται. Ὁ Βενιζελικὸς συνδυασμὸς τοῦ Νομοῦ Ἀχαΐας καὶ Ἤλιδος ἐκλείσε. Περὶ τοῦ καταρτισμοῦ ἑνὸς ἀντιβενιζελικοῦ συνδυασμοῦ ἐν τῷ Νομῷ τούτῳ ἐξακολουθοῦν αἱ συνεννοήσεις. xyxy=(292,189,510,312)
rate-row xyxy=(40,322,278,335)
